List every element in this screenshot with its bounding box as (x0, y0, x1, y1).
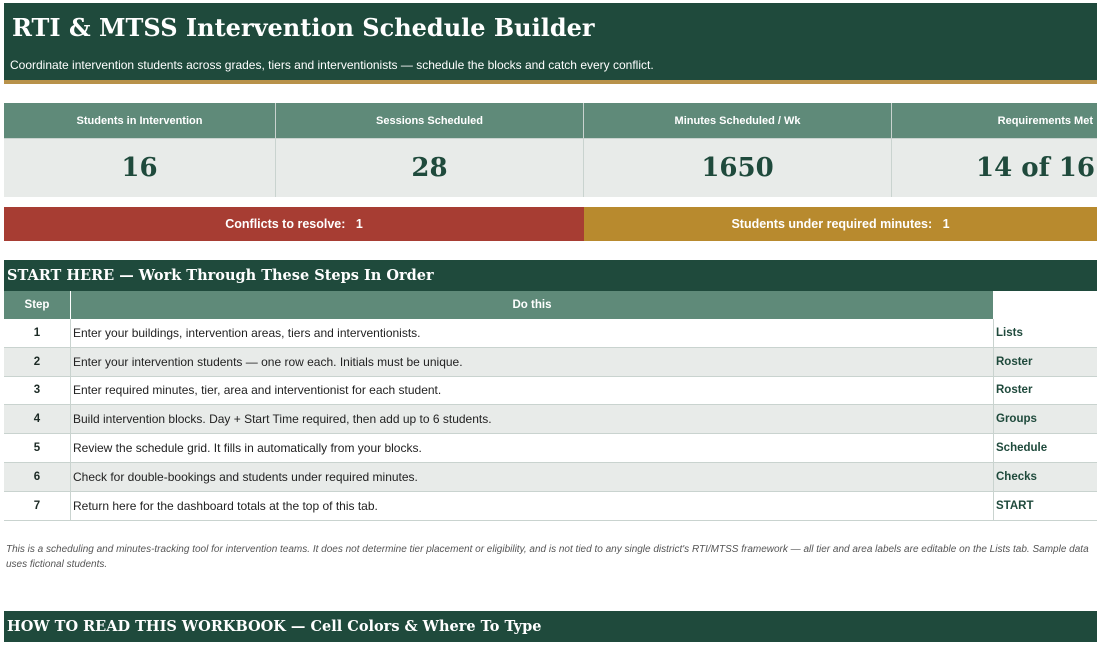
title-banner (4, 3, 1097, 80)
do-this-column-header: Do this (71, 291, 994, 319)
steps-table-header (4, 291, 994, 319)
steps-table (4, 319, 1097, 521)
step-number: 3 (4, 377, 71, 405)
table-row[interactable] (4, 405, 1097, 434)
kpi-label: Students in Intervention (4, 103, 275, 139)
table-row[interactable] (4, 348, 1097, 377)
start-here-header: START HERE — Work Through These Steps In Order (4, 260, 1097, 291)
step-tab-link[interactable]: Schedule (996, 442, 1048, 455)
table-row[interactable] (4, 492, 1097, 521)
step-number: 6 (4, 463, 71, 491)
table-row[interactable] (4, 377, 1097, 406)
step-tab-link[interactable]: Groups (996, 413, 1037, 426)
step-tab-link[interactable]: Roster (996, 355, 1033, 368)
step-number: 2 (4, 348, 71, 376)
step-text: Enter your buildings, intervention areas, tiers and interventionists. (71, 319, 994, 347)
table-row[interactable] (4, 463, 1097, 492)
kpi-students[interactable] (4, 103, 276, 197)
kpi-label: Sessions Scheduled (276, 103, 583, 139)
step-text: Build intervention blocks. Day + Start Time required, then add up to 6 students. (71, 405, 994, 433)
step-text: Enter required minutes, tier, area and interventionist for each student. (71, 377, 994, 405)
page-title: RTI & MTSS Intervention Schedule Builder (12, 13, 595, 42)
banner-divider (4, 80, 1097, 84)
kpi-value: 28 (276, 139, 583, 197)
table-row[interactable] (4, 434, 1097, 463)
table-row[interactable] (4, 319, 1097, 348)
kpi-label: Requirements Met (892, 103, 1097, 139)
step-text: Check for double-bookings and students under required minutes. (71, 463, 994, 491)
how-to-read-header: HOW TO READ THIS WORKBOOK — Cell Colors & Where To Type (4, 611, 1097, 642)
step-tab-link[interactable]: Checks (996, 470, 1037, 483)
step-tab-link[interactable]: Roster (996, 384, 1033, 397)
step-text: Enter your intervention students — one row each. Initials must be unique. (71, 348, 994, 376)
page-subtitle: Coordinate intervention students across grades, tiers and interventionists — schedule the blocks and catch every conflict. (10, 58, 654, 72)
step-column-header: Step (4, 291, 71, 319)
conflicts-alert[interactable]: Conflicts to resolve: 1 (4, 207, 584, 241)
step-tab-link[interactable]: Lists (996, 326, 1023, 339)
step-number: 1 (4, 319, 71, 347)
step-text: Review the schedule grid. It fills in automatically from your blocks. (71, 434, 994, 462)
step-number: 7 (4, 492, 71, 520)
disclaimer-note: This is a scheduling and minutes-tracking tool for intervention teams. It does not determine tier placement or eligibility, and is not tied to any single district's RTI/MTSS framework — all tier and area labels are editable on the Lists tab. Sample data uses fictional students. (6, 544, 1089, 570)
step-tab-link[interactable]: START (996, 499, 1034, 512)
step-text: Return here for the dashboard totals at the top of this tab. (71, 492, 994, 520)
kpi-value: 1650 (584, 139, 891, 197)
under-minutes-alert[interactable]: Students under required minutes: 1 (584, 207, 1097, 241)
kpi-value: 16 (4, 139, 275, 197)
kpi-minutes[interactable] (584, 103, 892, 197)
step-number: 5 (4, 434, 71, 462)
kpi-label: Minutes Scheduled / Wk (584, 103, 891, 139)
kpi-value: 14 of 16 (892, 139, 1097, 197)
kpi-sessions[interactable] (276, 103, 584, 197)
step-number: 4 (4, 405, 71, 433)
kpi-requirements[interactable] (892, 103, 1097, 197)
